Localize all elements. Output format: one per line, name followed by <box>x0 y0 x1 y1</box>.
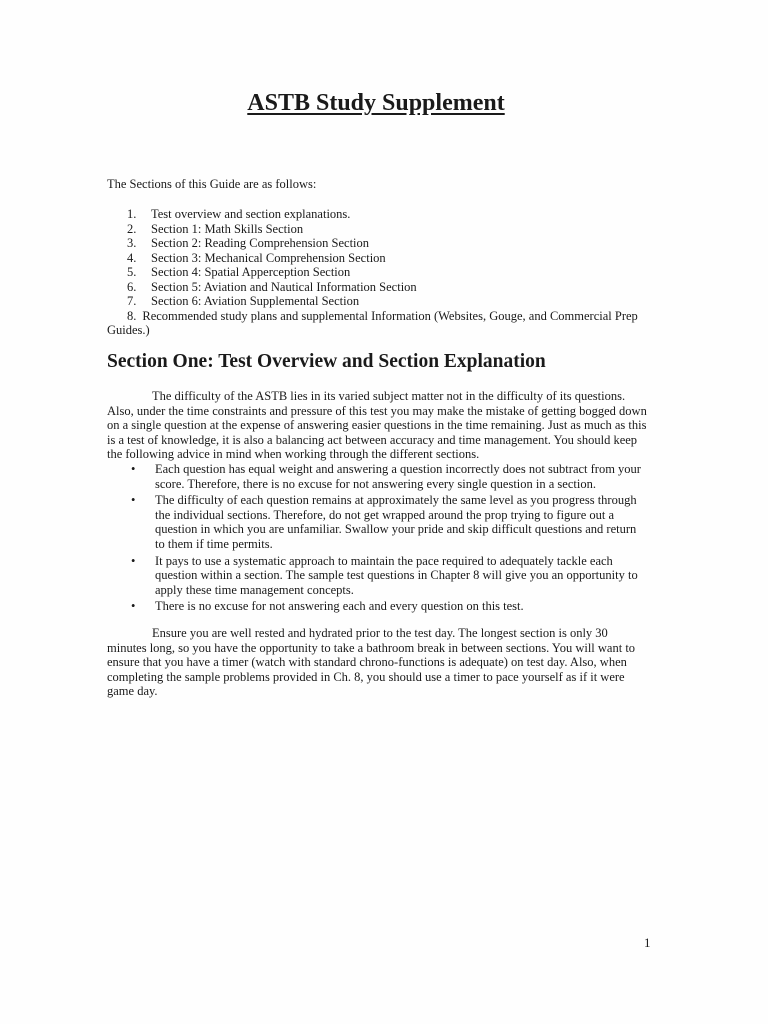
intro-text: The Sections of this Guide are as follows: <box>107 177 317 191</box>
paragraph-preparation: Ensure you are well rested and hydrated prior to the test day. The longest section is only 30 minutes long, so you have the opportunity to take a bathroom break in between sections. You will want to ensure that you have a timer (watch with standard chrono-functions is adequate) on test day. Also, when completing the sample problems provided in Ch. 8, you should use a timer to pace yourself as if it were game day. <box>107 626 636 699</box>
section-one-heading: Section One: Test Overview and Section Explanation <box>107 351 546 372</box>
bullet-item: • It pays to use a systematic approach to maintain the pace required to adequately tackle each question within a section. The sample test questions in Chapter 8 will give you an opportunity to apply these time management concepts. <box>131 553 638 597</box>
bullet-icon: • <box>131 599 136 614</box>
list-item: 8. Recommended study plans and supplemental Information (Websites, Gouge, and Commercial Prep Guides.) <box>107 308 638 337</box>
list-item: 3. Section 2: Reading Comprehension Section <box>127 236 370 250</box>
document-title: ASTB Study Supplement <box>247 90 505 116</box>
list-item: 4. Section 3: Mechanical Comprehension Section <box>127 250 386 265</box>
page-number: 1 <box>644 935 651 950</box>
list-item: 1. Test overview and section explanations. <box>127 207 351 221</box>
bullet-icon: • <box>131 493 136 508</box>
list-item: 5. Section 4: Spatial Apperception Section <box>127 265 351 279</box>
bullet-item: • Each question has equal weight and answering a question incorrectly does not subtract from your score. Therefore, there is no excuse for not answering every single question in a section. <box>131 462 641 491</box>
list-item: 7. Section 6: Aviation Supplemental Section <box>127 294 360 308</box>
list-item: 6. Section 5: Aviation and Nautical Information Section <box>127 279 417 294</box>
bullet-item: • The difficulty of each question remains at approximately the same level as you progress through the individual sections. Therefore, do not get wrapped around the prop trying to figure out a question in which you are unfamiliar. Swallow your pride and skip difficult questions and return to them if time permits. <box>131 493 637 551</box>
bullet-item: • There is no excuse for not answering each and every question on this test. <box>131 599 524 614</box>
paragraph-intro: The difficulty of the ASTB lies in its varied subject matter not in the difficulty of its questions. Also, under the time constraints and pressure of this test you may make the mistake of getting bogged down on a single question at the expense of answering easier questions in the time remaining. Just as much as this is a test of knowledge, it is also a balancing act between accuracy and time management. You should keep the following advice in mind when working through the different sections. <box>107 389 647 462</box>
advice-bullet-list <box>107 462 647 616</box>
bullet-icon: • <box>131 553 136 568</box>
sections-list <box>107 207 647 338</box>
list-item: 2. Section 1: Math Skills Section <box>127 221 304 236</box>
bullet-icon: • <box>131 462 136 476</box>
